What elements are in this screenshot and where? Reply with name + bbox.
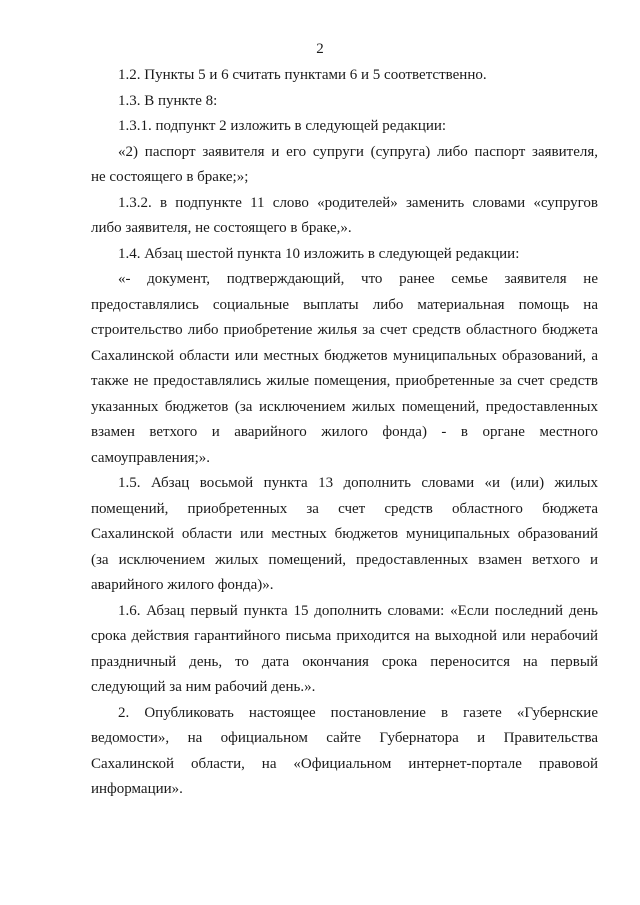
paragraph-line: 1.3.2. в подпункте 11 слово «родителей» заменить словами «супругов bbox=[118, 194, 598, 211]
paragraph-line: 1.2. Пункты 5 и 6 считать пунктами 6 и 5 соответственно. bbox=[118, 67, 487, 83]
paragraph-line: ведомости», на официальном сайте Губернатора и Правительства bbox=[91, 730, 598, 746]
paragraph-line: также не предоставлялись жилые помещения, приобретенные за счет средств bbox=[91, 373, 598, 389]
paragraph-line: информации». bbox=[91, 781, 183, 797]
paragraph-p-1-2 bbox=[118, 63, 598, 89]
paragraph-line: следующий за ним рабочий день.». bbox=[91, 679, 316, 695]
paragraph-p-1-5 bbox=[91, 471, 598, 599]
paragraph-line: Сахалинской области, на «Официальном интернет-портале правовой bbox=[91, 755, 598, 772]
paragraph-p-quote-2 bbox=[91, 140, 598, 191]
document-body bbox=[91, 63, 598, 803]
paragraph-line: Сахалинской области или местных бюджетов муниципальных образований, а bbox=[91, 347, 598, 364]
paragraph-line: либо заявителя, не состоящего в браке,». bbox=[91, 220, 352, 236]
paragraph-line: 1.3. В пункте 8: bbox=[118, 92, 218, 109]
paragraph-line: 1.4. Абзац шестой пункта 10 изложить в следующей редакции: bbox=[118, 245, 520, 262]
paragraph-line: «- документ, подтверждающий, что ранее семье заявителя не bbox=[118, 271, 598, 287]
paragraph-line: «2) паспорт заявителя и его супруги (супруга) либо паспорт заявителя, bbox=[118, 143, 598, 160]
paragraph-line: 1.3.1. подпункт 2 изложить в следующей редакции: bbox=[118, 118, 447, 134]
paragraph-line: (за исключением жилых помещений, предоставленных взамен ветхого и bbox=[91, 551, 598, 568]
paragraph-line: 2. Опубликовать настоящее постановление в газете «Губернские bbox=[118, 704, 598, 721]
paragraph-p-1-3-2 bbox=[91, 191, 598, 242]
paragraph-p-1-4 bbox=[118, 242, 598, 268]
paragraph-p-quote-doc bbox=[91, 267, 598, 471]
page-number: 2 bbox=[316, 41, 324, 57]
paragraph-line: 1.6. Абзац первый пункта 15 дополнить словами: «Если последний день bbox=[118, 602, 598, 619]
paragraph-line: помещений, приобретенных за счет средств областного бюджета bbox=[91, 500, 598, 517]
paragraph-line: взамен ветхого и аварийного жилого фонда) - в органе местного bbox=[91, 424, 598, 440]
paragraph-line: срока действия гарантийного письма приходится на выходной или нерабочий bbox=[91, 628, 598, 644]
paragraph-p-1-6 bbox=[91, 599, 598, 701]
paragraph-line: не состоящего в браке;»; bbox=[91, 169, 249, 185]
paragraph-line: строительство либо приобретение жилья за счет средств областного бюджета bbox=[91, 322, 598, 338]
paragraph-line: Сахалинской области или местных бюджетов муниципальных образований bbox=[91, 526, 598, 542]
paragraph-p-2 bbox=[91, 701, 598, 803]
paragraph-line: праздничный день, то дата окончания срока переносится на первый bbox=[91, 653, 598, 670]
paragraph-p-1-3 bbox=[118, 89, 598, 115]
paragraph-line: указанных бюджетов (за исключением жилых помещений, предоставленных bbox=[91, 398, 598, 415]
paragraph-line: аварийного жилого фонда)». bbox=[91, 577, 274, 593]
paragraph-p-1-3-1 bbox=[118, 114, 598, 140]
paragraph-line: 1.5. Абзац восьмой пункта 13 дополнить словами «и (или) жилых bbox=[118, 475, 598, 491]
paragraph-line: самоуправления;». bbox=[91, 449, 211, 466]
paragraph-line: предоставлялись социальные выплаты либо материальная помощь на bbox=[91, 296, 598, 313]
